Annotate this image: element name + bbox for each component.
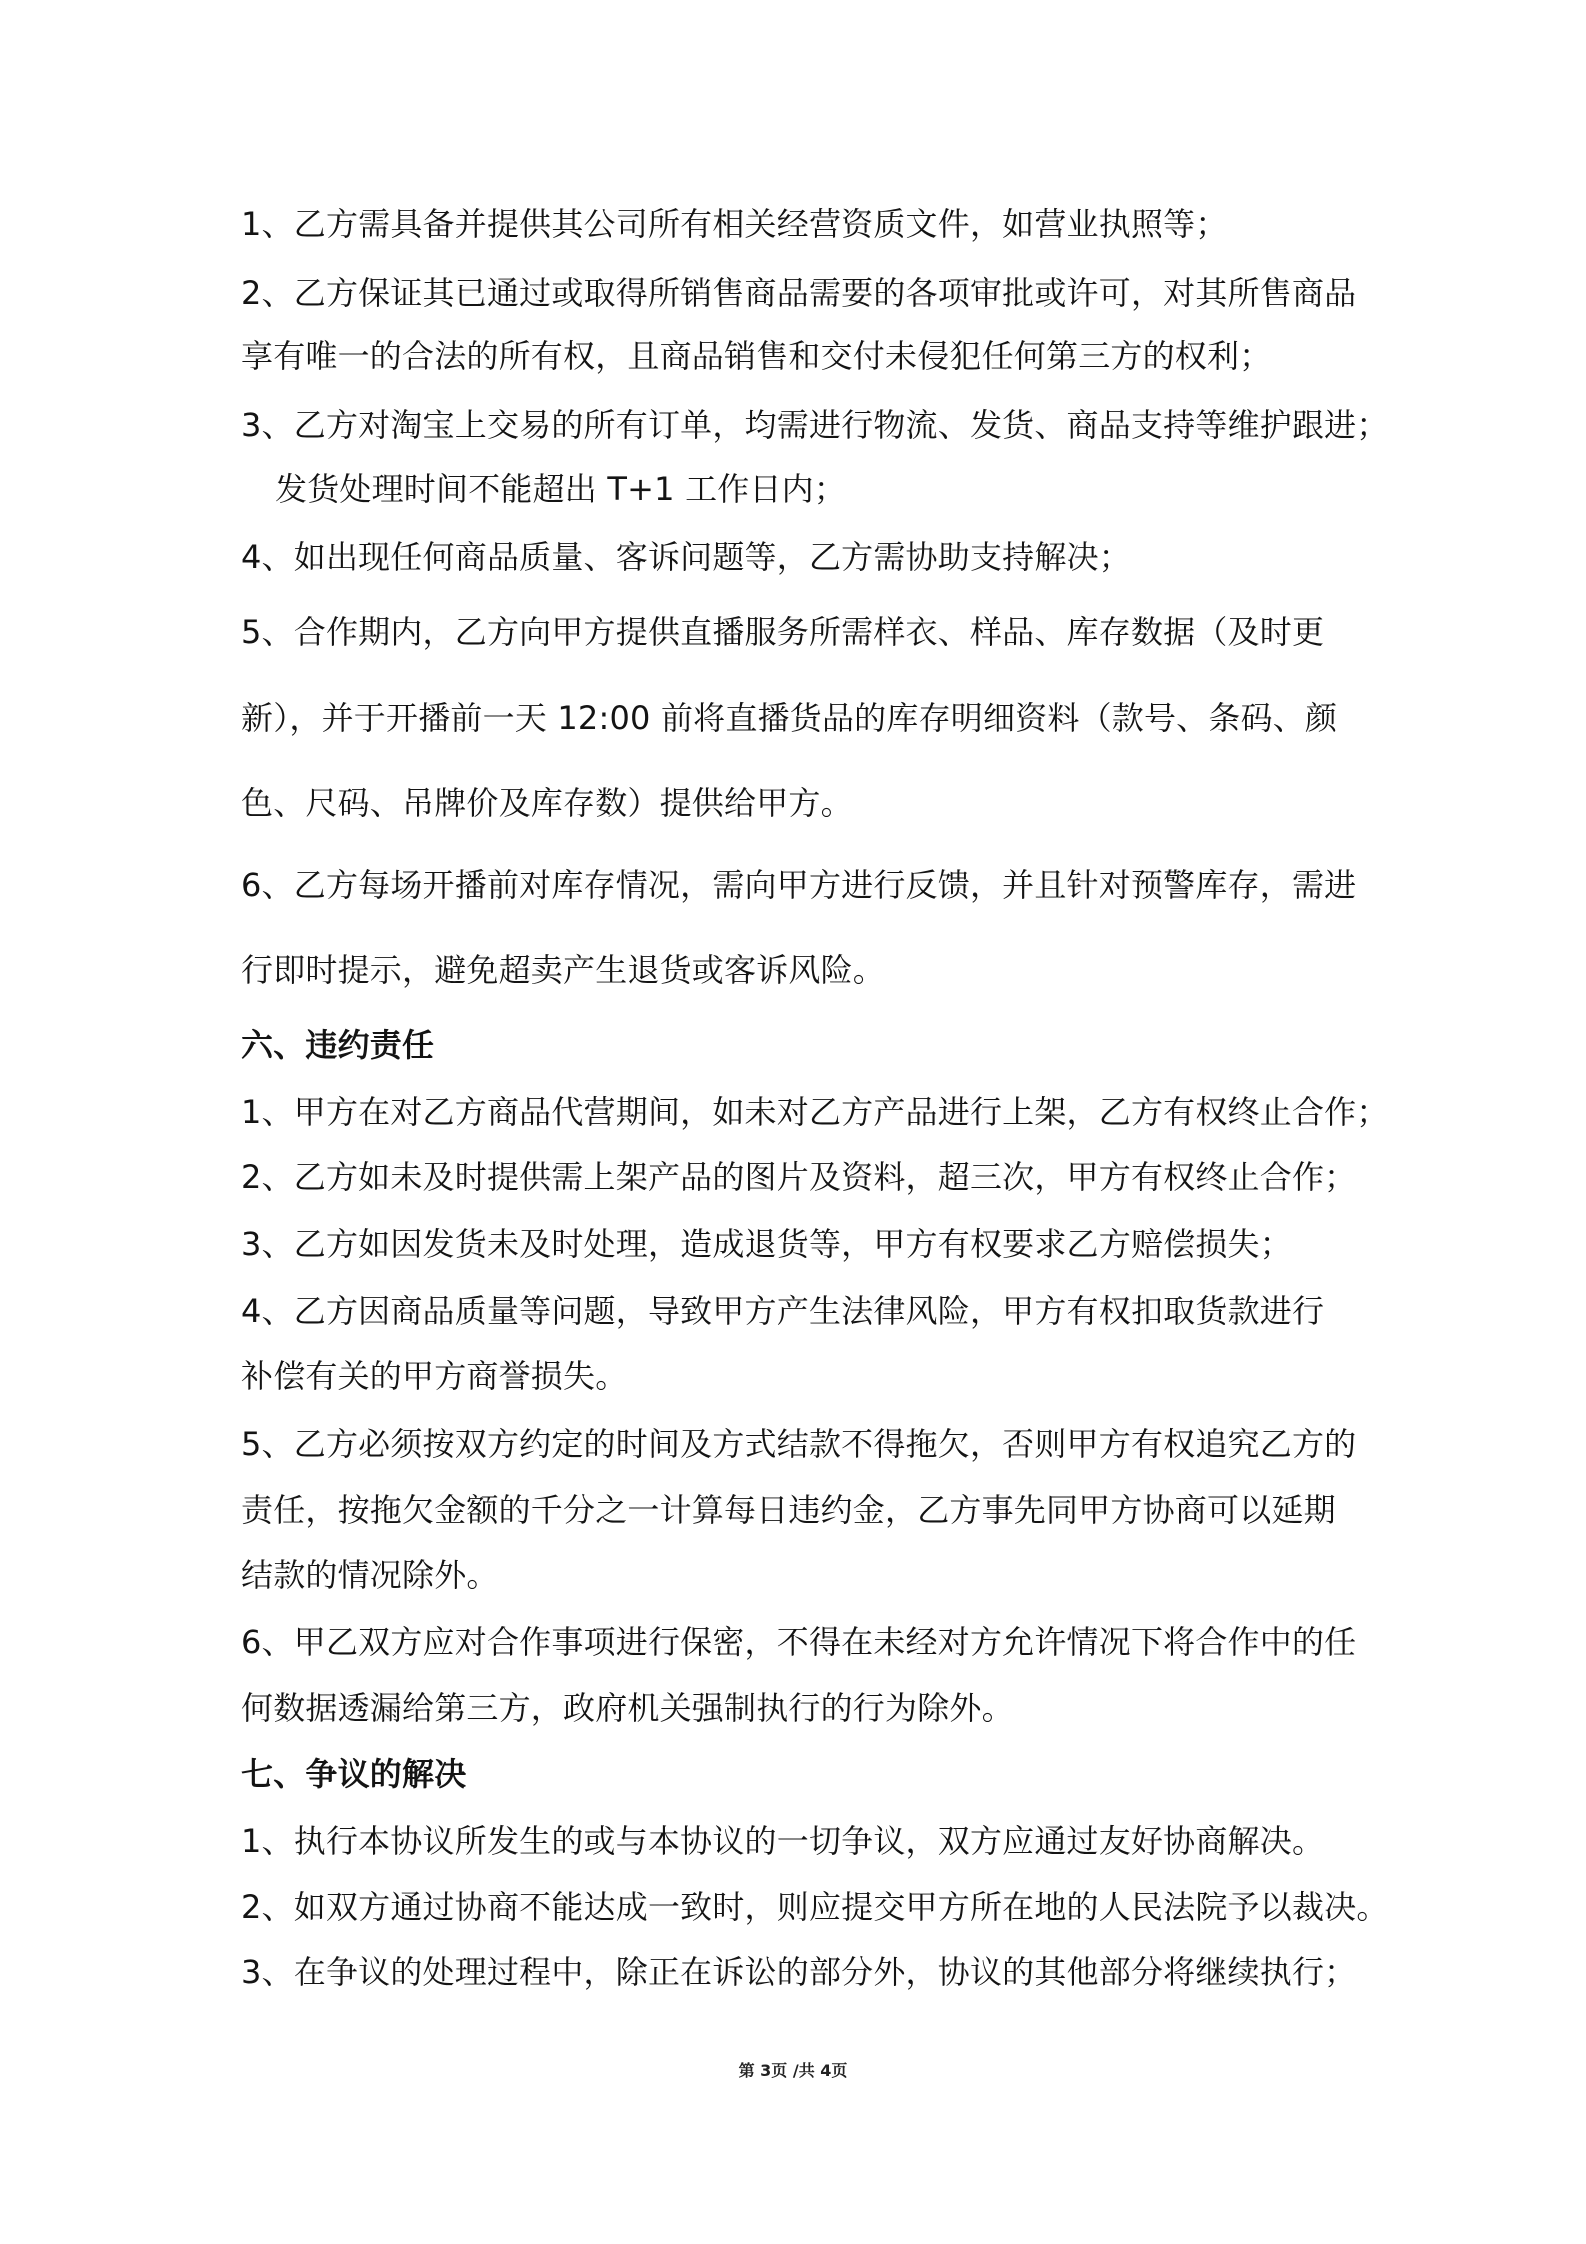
section-heading-liability: 六、违约责任 xyxy=(241,1026,435,1064)
clause-5-3-line-2: 发货处理时间不能超出 T+1 工作日内； xyxy=(275,470,847,508)
clause-5-5-line-3: 色、尺码、吊牌价及库存数）提供给甲方。 xyxy=(241,784,853,822)
clause-5-4-line: 4、如出现任何商品质量、客诉问题等，乙方需协助支持解决； xyxy=(241,538,1131,576)
clause-5-2-line-2: 享有唯一的合法的所有权，且商品销售和交付未侵犯任何第三方的权利； xyxy=(241,337,1272,375)
clause-6-6-line-1: 6、甲乙双方应对合作事项进行保密，不得在未经对方允许情况下将合作中的任 xyxy=(241,1623,1357,1661)
clause-6-5-line-2: 责任，按拖欠金额的千分之一计算每日违约金，乙方事先同甲方协商可以延期 xyxy=(241,1491,1336,1529)
clause-5-2-line-1: 2、乙方保证其已通过或取得所销售商品需要的各项审批或许可，对其所售商品 xyxy=(241,274,1357,312)
page-footer: 第 3页 /共 4页 xyxy=(738,2061,848,2080)
clause-6-6-line-2: 何数据透漏给第三方，政府机关强制执行的行为除外。 xyxy=(241,1689,1014,1727)
clause-5-6-line-1: 6、乙方每场开播前对库存情况，需向甲方进行反馈，并且针对预警库存，需进 xyxy=(241,866,1357,904)
clause-5-1-line: 1、乙方需具备并提供其公司所有相关经营资质文件，如营业执照等； xyxy=(241,205,1228,243)
clause-5-3-line-1: 3、乙方对淘宝上交易的所有订单，均需进行物流、发货、商品支持等维护跟进； xyxy=(241,406,1389,444)
clause-7-3-line: 3、在争议的处理过程中，除正在诉讼的部分外，协议的其他部分将继续执行； xyxy=(241,1953,1357,1991)
clause-5-5-line-1: 5、合作期内，乙方向甲方提供直播服务所需样衣、样品、库存数据（及时更 xyxy=(241,613,1325,651)
clause-5-6-line-2: 行即时提示，避免超卖产生退货或客诉风险。 xyxy=(241,951,886,989)
clause-7-2-line: 2、如双方通过协商不能达成一致时，则应提交甲方所在地的人民法院予以裁决。 xyxy=(241,1888,1389,1926)
clause-6-5-line-1: 5、乙方必须按双方约定的时间及方式结款不得拖欠，否则甲方有权追究乙方的 xyxy=(241,1425,1357,1463)
clause-7-1-line: 1、执行本协议所发生的或与本协议的一切争议，双方应通过友好协商解决。 xyxy=(241,1822,1325,1860)
section-heading-disputes: 七、争议的解决 xyxy=(241,1755,467,1793)
clause-6-4-line-2: 补偿有关的甲方商誉损失。 xyxy=(241,1357,628,1395)
clause-6-4-line-1: 4、乙方因商品质量等问题，导致甲方产生法律风险，甲方有权扣取货款进行 xyxy=(241,1292,1325,1330)
clause-6-5-line-3: 结款的情况除外。 xyxy=(241,1556,499,1594)
clause-6-1-line: 1、甲方在对乙方商品代营期间，如未对乙方产品进行上架，乙方有权终止合作； xyxy=(241,1093,1389,1131)
clause-5-5-line-2: 新），并于开播前一天 12:00 前将直播货品的库存明细资料（款号、条码、颜 xyxy=(241,699,1338,737)
clause-6-3-line: 3、乙方如因发货未及时处理，造成退货等，甲方有权要求乙方赔偿损失； xyxy=(241,1225,1292,1263)
clause-6-2-line: 2、乙方如未及时提供需上架产品的图片及资料，超三次，甲方有权终止合作； xyxy=(241,1158,1357,1196)
